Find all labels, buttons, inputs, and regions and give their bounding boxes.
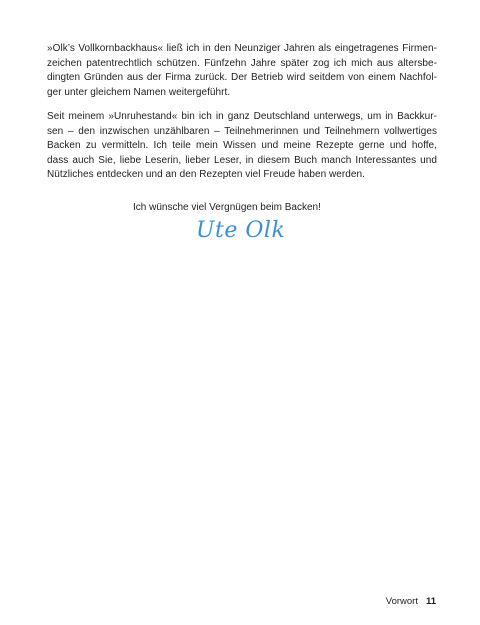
closing-line: Ich wünsche viel Vergnügen beim Backen! (133, 202, 321, 213)
paragraph-line: ger unter gleichem Namen weitergeführt. (47, 86, 231, 98)
paragraph-line: sen – den inzwischen unzählbaren – Teilnehmerinnen und Teilnehmern vollwertiges (47, 125, 437, 137)
paragraph-line: zeichen patentrechtlich schützen. Fünfzehn Jahre später zog ich mich aus altersbe- (47, 57, 437, 69)
paragraph-line: Seit meinem »Unruhestand« bin ich in ganz Deutschland unterwegs, um in Backkur- (47, 111, 437, 122)
page-footer (0, 595, 480, 609)
paragraph-1 (47, 42, 437, 100)
paragraph-line: Backen zu vermitteln. Ich teile mein Wissen und meine Rezepte gerne und hoffe, (47, 140, 437, 151)
paragraph-2 (47, 110, 437, 183)
page-number: 11 (425, 596, 436, 607)
section-label: Vorwort (385, 596, 418, 607)
paragraph-line: dingten Gründen aus der Firma zurück. Der Betrieb wird seitdem von einem Nachfol- (47, 72, 437, 83)
paragraph-line: »Olk’s Vollkornbackhaus« ließ ich in den Neunziger Jahren als eingetragenes Firmen- (47, 43, 437, 54)
paragraph-line: dass auch Sie, liebe Leserin, lieber Leser, in diesem Buch manch Interessantes und (47, 154, 437, 166)
paragraph-line: Nützliches entdecken und an den Rezepten viel Freude haben werden. (47, 169, 365, 180)
author-signature: Ute Olk (196, 218, 286, 243)
